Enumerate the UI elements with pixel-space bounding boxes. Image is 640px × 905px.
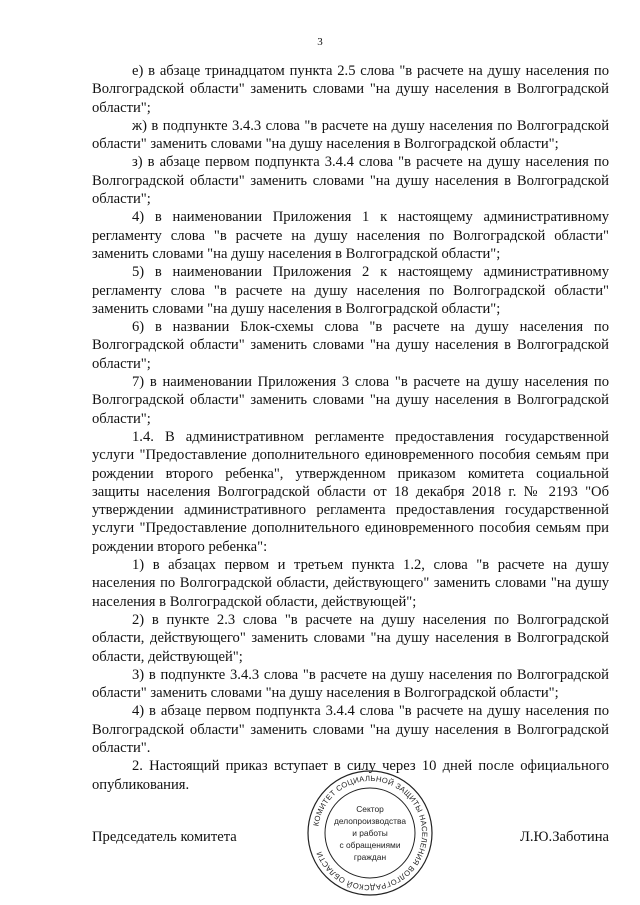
signatory-name: Л.Ю.Заботина — [520, 829, 609, 845]
document-body — [92, 62, 609, 794]
paragraph-1-4-item-4: 4) в абзаце первом подпункта 3.4.4 слова "в расчете на душу населения по Волгоградской области" заменить словами "на душу населения в Волгоградской области". — [92, 703, 609, 756]
paragraph-2-effective: 2. Настоящий приказ вступает в силу через 10 дней после официального опубликования. — [92, 758, 609, 793]
stamp-line-4: с обращениями — [339, 840, 401, 850]
paragraph-1-4-item-2: 2) в пункте 2.3 слова "в расчете на душу населения по Волгоградской области, действующего" заменить словами "на душу населения в Волгоградской области, действующей"; — [92, 611, 609, 665]
stamp-ring-text: КОМИТЕТ СОЦИАЛЬНОЙ ЗАЩИТЫ НАСЕЛЕНИЯ ВОЛГОГРАДСКОЙ ОБЛАСТИ — [311, 773, 430, 893]
office-stamp — [300, 768, 440, 898]
paragraph-z: з) в абзаце первом подпункта 3.4.4 слова "в расчете на душу населения по Волгоградской области" заменить словами "на душу населения в Волгоградской области"; — [92, 154, 609, 208]
paragraph-5: 5) в наименовании Приложения 2 к настоящему административному регламенту слова "в расчете на душу населения по Волгоградской области" заменить словами "на душу населения в Волгоградской области"; — [92, 264, 609, 317]
paragraph-zh: ж) в подпункте 3.4.3 слова "в расчете на душу населения по Волгоградской области" заменить словами "на душу населения в Волгоградской области"; — [92, 117, 609, 153]
stamp-line-1: Сектор — [356, 804, 384, 814]
page-number: 3 — [317, 36, 323, 48]
paragraph-1-4: 1.4. В административном регламенте предоставления государственной услуги "Предоставление дополнительного единовременного пособия семьям при рождении второго ребенка", утвержденном приказом комитета социальной защиты населения Волгоградской области от 18 декабря 2018 г. № 2193 "Об утверждении административного регламента предоставления государственной услуги "Предоставление дополнительного единовременного пособия семьям при рождении второго ребенка": — [92, 428, 609, 555]
stamp-line-2: делопроизводства — [333, 816, 407, 826]
paragraph-6: 6) в названии Блок-схемы слова "в расчете на душу населения по Волгоградской области" заменить словами "на душу населения в Волгоградской области"; — [92, 319, 609, 372]
paragraph-1-4-item-3: 3) в подпункте 3.4.3 слова "в расчете на душу населения по Волгоградской области" заменить словами "на душу населения в Волгоградской области"; — [92, 666, 609, 702]
paragraph-4: 4) в наименовании Приложения 1 к настоящему административному регламенту слова "в расчете на душу населения по Волгоградской области" заменить словами "на душу населения в Волгоградской области"; — [92, 209, 609, 262]
paragraph-e: е) в абзаце тринадцатом пункта 2.5 слова "в расчете на душу населения по Волгоградской области" заменить словами "на душу населения в Волгоградской области"; — [92, 63, 609, 116]
stamp-line-3: и работы — [352, 828, 388, 838]
paragraph-7: 7) в наименовании Приложения 3 слова "в расчете на душу населения по Волгоградской области" заменить словами "на душу населения в Волгоградской области"; — [92, 374, 609, 427]
stamp-line-5: граждан — [353, 852, 387, 862]
signatory-position: Председатель комитета — [92, 829, 237, 845]
paragraph-1-4-item-1: 1) в абзацах первом и третьем пункта 1.2, слова "в расчете на душу населения по Волгоградской области, действующего" заменить словами "на душу населения в Волгоградской области, действующей"; — [92, 557, 609, 610]
